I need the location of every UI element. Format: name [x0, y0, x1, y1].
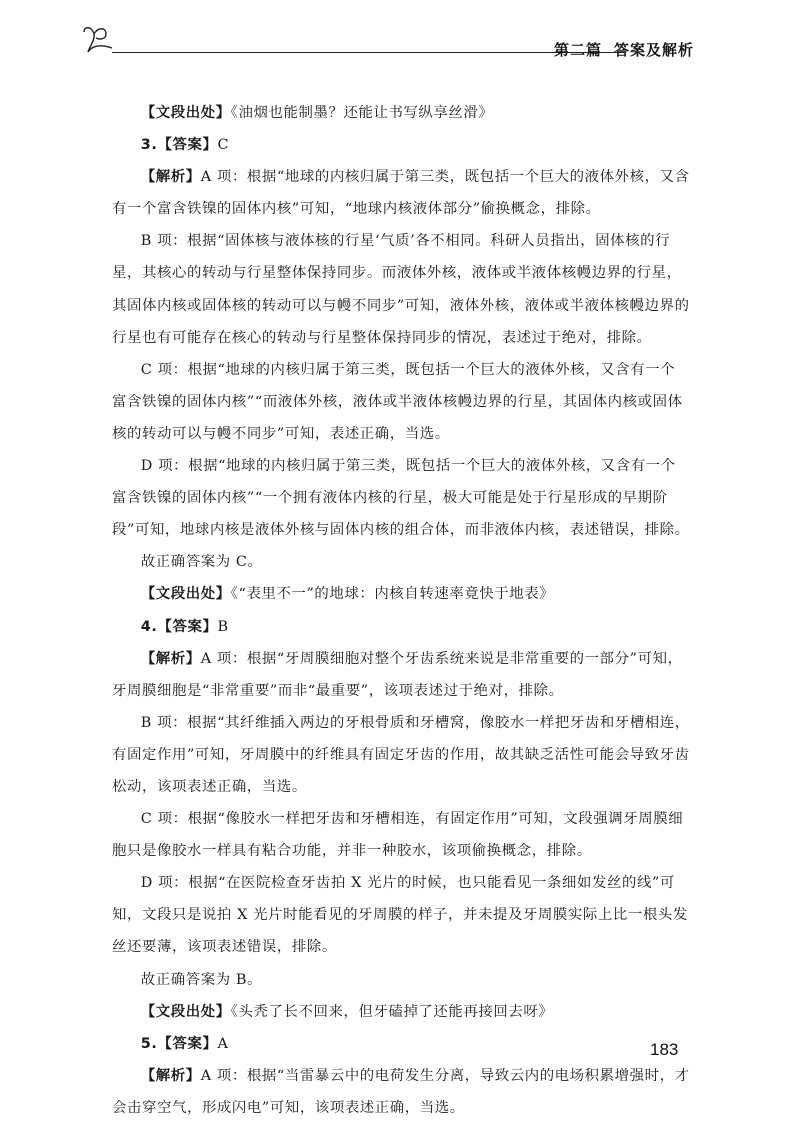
source-title: 《油烟也能制墨？还能让书写纵享丝滑》: [230, 105, 494, 121]
source-line: [112, 996, 690, 1028]
conclusion: 故正确答案为 B。: [140, 971, 263, 988]
source-line: [112, 578, 690, 610]
answer-line: [112, 1028, 690, 1060]
analysis-paragraph: [112, 161, 690, 225]
section-title: 答案及解析: [613, 41, 694, 59]
answer-label: 【答案】: [157, 1035, 218, 1052]
option-b-analysis: B 项：根据“固体核与液体核的行星‘气质’各不相同。科研人员指出，固体核的行星，其核心的转动与行星整体保持同步。而液体外核，液体或半液体核幔边界的行星，其固体内核或固体核的转动可以与幔不同步”可知，液体外核，液体或半液体核幔边界的行星也有可能存在核心的转动与行星整体保持同步的情况，表述过于绝对，排除。: [112, 233, 690, 346]
header-rule: [112, 52, 624, 53]
page-header: [0, 0, 800, 80]
answer-line: [112, 611, 690, 643]
source-line: [112, 97, 690, 129]
analysis-label: 【解析】: [140, 650, 201, 667]
sprout-icon: [78, 24, 122, 54]
answer-line: [112, 129, 690, 161]
part-title: 第二篇: [553, 41, 602, 59]
page-number: 183: [650, 1040, 679, 1059]
answer-value: C: [217, 137, 230, 154]
answer-label: 【答案】: [157, 137, 218, 154]
source-title: 《头秃了长不回来，但牙磕掉了还能再接回去呀》: [230, 1003, 554, 1020]
page-body: [112, 97, 690, 1124]
question-number: 4.: [140, 618, 158, 635]
answer-label: 【答案】: [157, 618, 218, 635]
option-c-analysis: C 项：根据“地球的内核归属于第三类，既包括一个巨大的液体外核，又含有一个富含铁镍的固体内核”“而液体外核，液体或半液体核幔边界的行星，其固体内核或固体核的转动可以与幔不同步”可知，表述正确，当选。: [112, 361, 683, 442]
analysis-label: 【解析】: [140, 169, 201, 186]
answer-value: B: [217, 618, 229, 635]
option-d-analysis: D 项：根据“地球的内核归属于第三类，既包括一个巨大的液体外核，又含有一个富含铁镍的固体内核”“一个拥有液体内核的行星，极大可能是处于行星形成的早期阶段”可知，地球内核是液体外核与固体内核的组合体，而非液体内核，表述错误，排除。: [112, 458, 690, 539]
question-number: 3.: [140, 137, 158, 154]
option-a-analysis: A 项：根据“牙周膜细胞对整个牙齿系统来说是非常重要的一部分”可知，牙周膜细胞是“非常重要”而非“最重要”，该项表述过于绝对，排除。: [112, 650, 683, 699]
answer-value: A: [217, 1035, 229, 1052]
option-b-analysis: B 项：根据“其纤维插入两边的牙根骨质和牙槽窝，像胶水一样把牙齿和牙槽相连，有固定作用”可知，牙周膜中的纤维具有固定牙齿的作用，故其缺乏活性可能会导致牙齿松动，该项表述正确，当选。: [112, 714, 690, 795]
source-label: 【文段出处】: [140, 105, 231, 121]
source-label: 【文段出处】: [140, 586, 231, 603]
source-label: 【文段出处】: [140, 1003, 231, 1020]
option-a-analysis: A 项：根据“当雷暴云中的电荷发生分离，导致云内的电场积累增强时，才会击穿空气，形成闪电”可知，该项表述正确，当选。: [112, 1067, 690, 1116]
question-number: 5.: [140, 1035, 158, 1052]
analysis-paragraph: [112, 1060, 690, 1124]
source-title: 《“表里不一”的地球：内核自转速率竟快于地表》: [230, 586, 555, 603]
analysis-paragraph: [112, 643, 690, 707]
option-a-analysis: A 项：根据“地球的内核归属于第三类，既包括一个巨大的液体外核，又含有一个富含铁镍的固体内核”可知，“地球内核液体部分”偷换概念，排除。: [112, 169, 690, 218]
option-d-analysis: D 项：根据“在医院检查牙齿拍 X 光片的时候，也只能看见一条细如发丝的线”可知，文段只是说拍 X 光片时能看见的牙周膜的样子，并未提及牙周膜实际上比一根头发丝还要薄，该项表述错误，排除。: [112, 875, 688, 956]
analysis-label: 【解析】: [140, 1067, 201, 1084]
running-head: [554, 39, 694, 60]
option-c-analysis: C 项：根据“像胶水一样把牙齿和牙槽相连，有固定作用”可知，文段强调牙周膜细胞只是像胶水一样具有粘合功能，并非一种胶水，该项偷换概念，排除。: [112, 811, 684, 860]
conclusion: 故正确答案为 C。: [140, 554, 263, 571]
